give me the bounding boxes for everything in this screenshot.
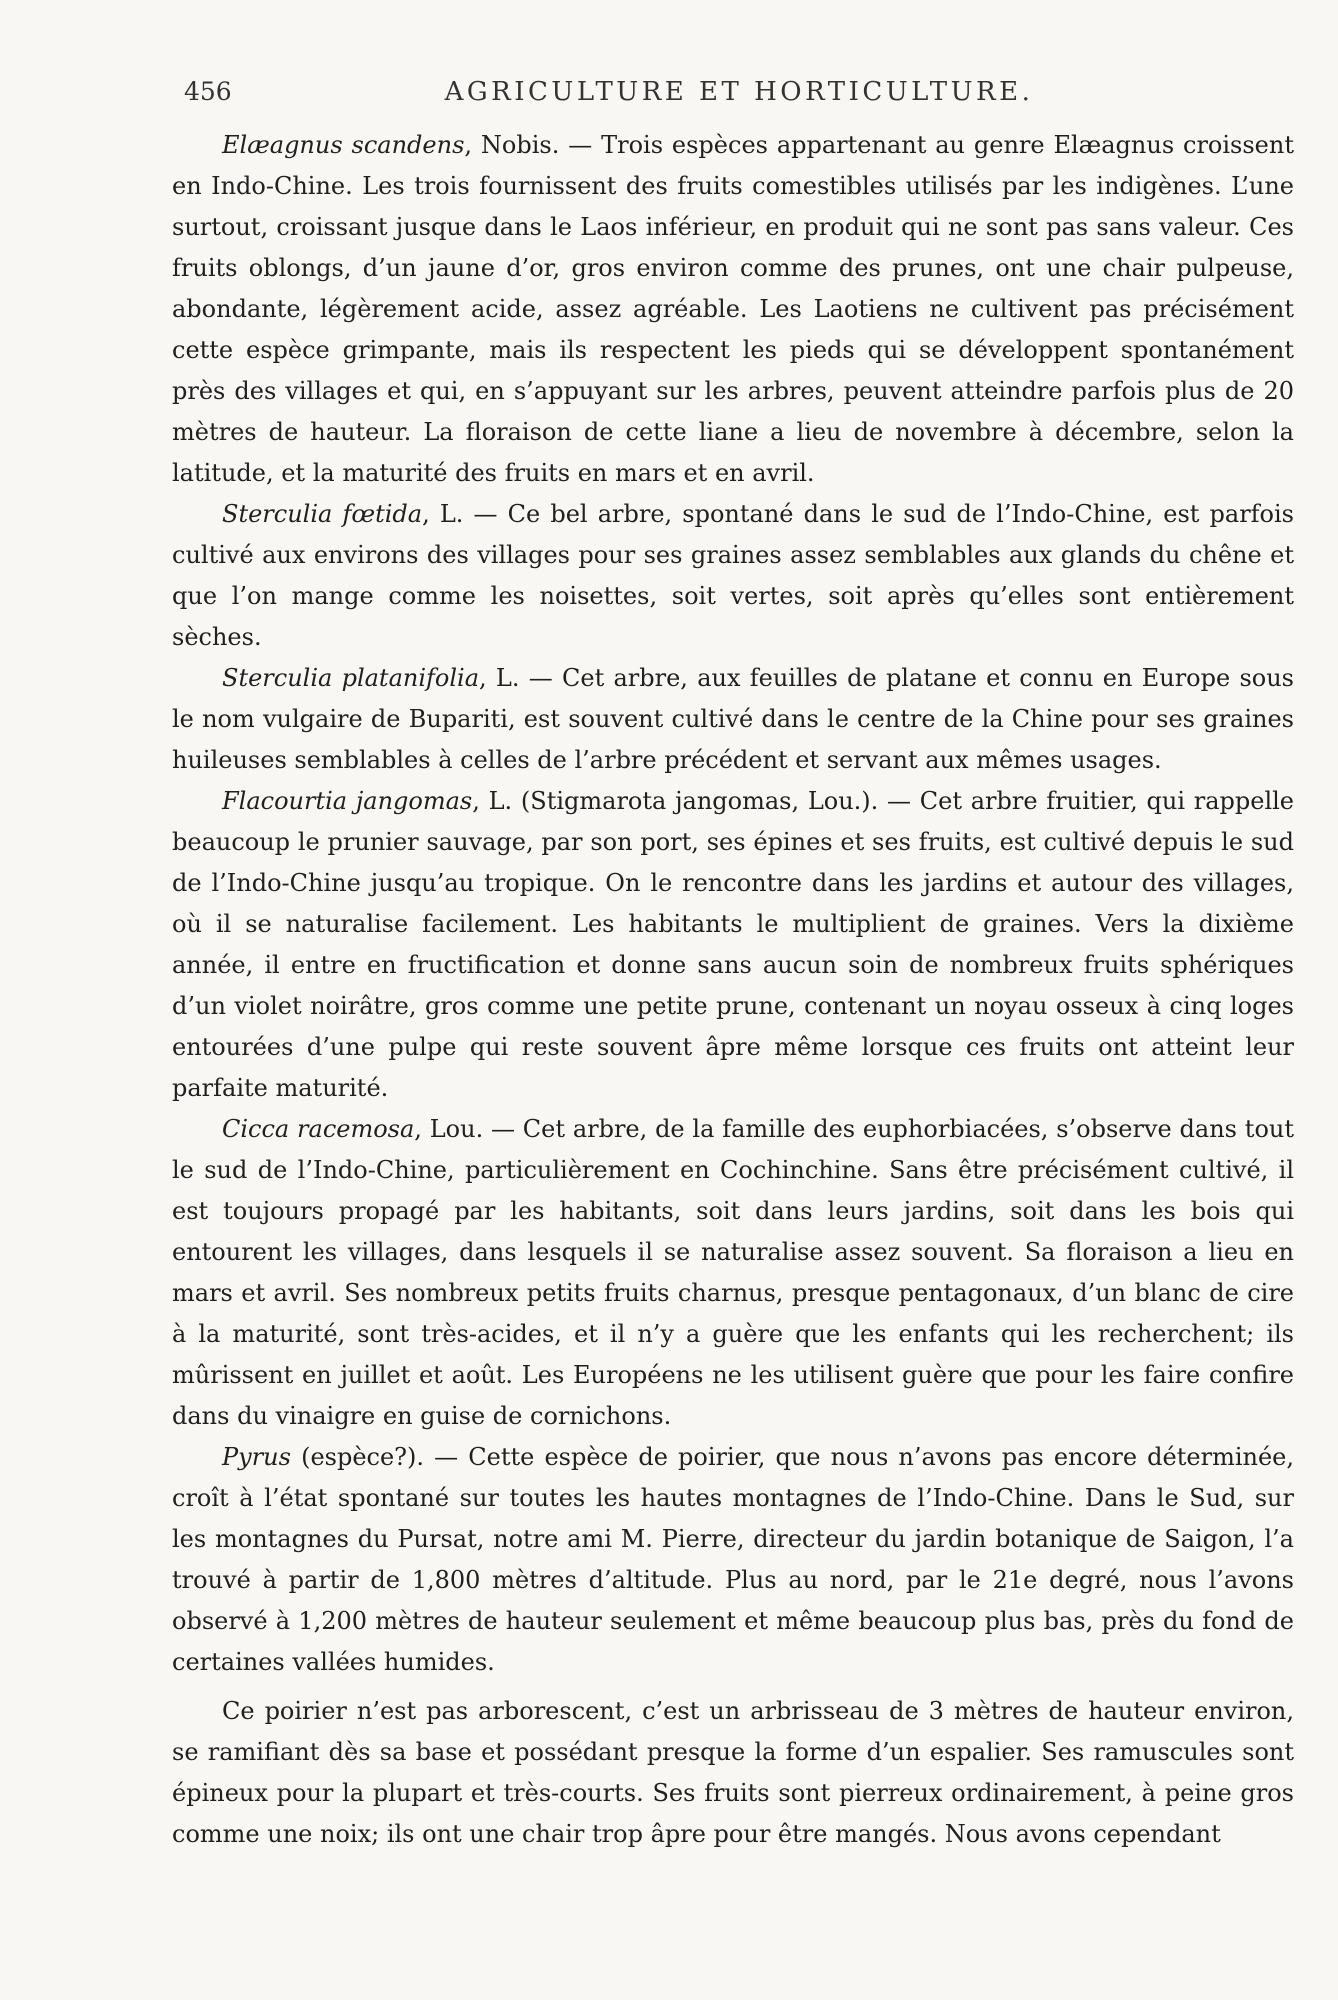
- species-name: Sterculia platanifolia: [222, 664, 480, 692]
- paragraph-sterculia-foetida: [172, 494, 1294, 658]
- paragraph-pyrus: [172, 1437, 1294, 1683]
- species-name: Flacourtia jangomas: [222, 787, 473, 815]
- species-name: Pyrus: [222, 1443, 291, 1471]
- paragraph-elaeagnus: [172, 125, 1294, 494]
- paragraph-poirier: [172, 1691, 1294, 1855]
- page-header: [184, 72, 1294, 112]
- body-text: [172, 125, 1294, 1855]
- paragraph-text: , L. — Cet arbre, aux feuilles de platane et connu en Europe sous le nom vulgaire de Bupariti, est souvent cultivé dans le centre de la Chine pour ses graines huileuses semblables à celles de l’arbre précédent et servant aux mêmes usages.: [172, 664, 1294, 774]
- page-number: 456: [184, 77, 232, 106]
- running-head: AGRICULTURE ET HORTICULTURE.: [444, 77, 1034, 107]
- paragraph-cicca: [172, 1109, 1294, 1437]
- paragraph-text: Ce poirier n’est pas arborescent, c’est un arbrisseau de 3 mètres de hauteur environ, se ramifiant dès sa base et possédant presque la forme d’un espalier. Ses ramuscules sont épineux pour la plupart et très-courts. Ses fruits sont pierreux ordinairement, à peine gros comme une noix; ils ont une chair trop âpre pour être mangés. Nous avons cependant: [172, 1697, 1294, 1848]
- species-name: Sterculia fœtida: [222, 500, 423, 528]
- species-name: Elæagnus scandens: [222, 131, 465, 159]
- paragraph-sterculia-platanifolia: [172, 658, 1294, 781]
- paragraph-flacourtia: [172, 781, 1294, 1109]
- paragraph-text: , Lou. — Cet arbre, de la famille des euphorbiacées, s’observe dans tout le sud de l’Indo-Chine, particulièrement en Cochinchine. Sans être précisément cultivé, il est toujours propagé par les habitants, soit dans leurs jardins, soit dans les bois qui entourent les villages, dans lesquels il se naturalise assez souvent. Sa floraison a lieu en mars et avril. Ses nombreux petits fruits charnus, presque pentagonaux, d’un blanc de cire à la maturité, sont très-acides, et il n’y a guère que les enfants qui les recherchent; ils mûrissent en juillet et août. Les Européens ne les utilisent guère que pour les faire confire dans du vinaigre en guise de cornichons.: [172, 1115, 1294, 1430]
- paragraph-text: , Nobis. — Trois espèces appartenant au genre Elæagnus croissent en Indo-Chine. Les trois fournissent des fruits comestibles utilisés par les indigènes. L’une surtout, croissant jusque dans le Laos inférieur, en produit qui ne sont pas sans valeur. Ces fruits oblongs, d’un jaune d’or, gros environ comme des prunes, ont une chair pulpeuse, abondante, légèrement acide, assez agréable. Les Laotiens ne cultivent pas précisément cette espèce grimpante, mais ils respectent les pieds qui se développent spontanément près des villages et qui, en s’appuyant sur les arbres, peuvent atteindre parfois plus de 20 mètres de hauteur. La floraison de cette liane a lieu de novembre à décembre, selon la latitude, et la maturité des fruits en mars et en avril.: [172, 131, 1294, 487]
- paragraph-text: , L. — Ce bel arbre, spontané dans le sud de l’Indo-Chine, est parfois cultivé aux environs des villages pour ses graines assez semblables aux glands du chêne et que l’on mange comme les noisettes, soit vertes, soit après qu’elles sont entièrement sèches.: [172, 500, 1294, 651]
- paragraph-text: (espèce?). — Cette espèce de poirier, que nous n’avons pas encore déterminée, croît à l’état spontané sur toutes les hautes montagnes de l’Indo-Chine. Dans le Sud, sur les montagnes du Pursat, notre ami M. Pierre, directeur du jardin botanique de Saigon, l’a trouvé à partir de 1,800 mètres d’altitude. Plus au nord, par le 21e degré, nous l’avons observé à 1,200 mètres de hauteur seulement et même beaucoup plus bas, près du fond de certaines vallées humides.: [172, 1443, 1294, 1676]
- species-name: Cicca racemosa: [222, 1115, 415, 1143]
- paragraph-text: , L. (Stigmarota jangomas, Lou.). — Cet arbre fruitier, qui rappelle beaucoup le prunier sauvage, par son port, ses épines et ses fruits, est cultivé depuis le sud de l’Indo-Chine jusqu’au tropique. On le rencontre dans les jardins et autour des villages, où il se naturalise facilement. Les habitants le multiplient de graines. Vers la dixième année, il entre en fructification et donne sans aucun soin de nombreux fruits sphériques d’un violet noirâtre, gros comme une petite prune, contenant un noyau osseux à cinq loges entourées d’une pulpe qui reste souvent âpre même lorsque ces fruits ont atteint leur parfaite maturité.: [172, 787, 1294, 1102]
